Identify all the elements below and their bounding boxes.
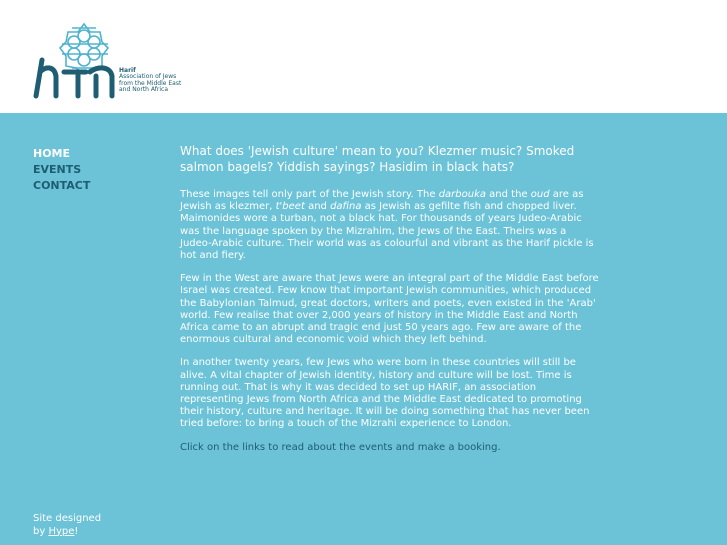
nav-events[interactable]: EVENTS (33, 163, 82, 176)
main-nav (33, 146, 90, 194)
term-darbouka: darbouka (438, 189, 486, 200)
term-tbeet: t'beet (275, 201, 305, 213)
footer (33, 513, 101, 538)
paragraph-1-text: and the (486, 189, 531, 200)
paragraph-1 (180, 189, 600, 262)
harif-logo[interactable] (32, 14, 192, 104)
logo-name: Harif (119, 67, 136, 74)
paragraph-1-text: as Jewish as gefilte fish and chopped liver. Maimonides wore a turban, not a black hat. For thousands of years Judeo-Arabic was the language spoken by the Mizrahim, the Jews of the East. Theirs was a Judeo-Arabic culture. Their world was as colourful and vibrant as the Harif pickle is hot and fiery. (180, 201, 594, 262)
logo-caption (119, 68, 181, 94)
content (180, 144, 600, 454)
nav-home[interactable]: HOME (33, 147, 71, 160)
paragraph-2: Few in the West are aware that Jews were an integral part of the Middle East before Israel was created. Few know that important Jewish communities, which produced the Babylonian Talmud, great doctors, writers and poets, even existed in the 'Arab' world. Few realise that over 2,000 years of history in the Middle East and North Africa came to an abrupt and tragic end just 50 years ago. Few are aware of the enormous cultural and economic void which they left behind. (180, 273, 599, 346)
header (0, 0, 727, 113)
logo-line-2: from the Middle East (119, 79, 182, 87)
term-oud: oud (530, 189, 550, 200)
paragraph-1-text: These images tell only part of the Jewish story. The (180, 189, 439, 200)
hype-link[interactable]: Hype (48, 525, 75, 537)
logo-line-3: and North Africa (119, 86, 168, 94)
logo-line-1: Association of Jews (119, 73, 177, 81)
paragraph-1-text: and (304, 201, 331, 213)
call-to-action: Click on the links to read about the events and make a booking. (180, 441, 501, 453)
nav-contact[interactable]: CONTACT (33, 179, 91, 192)
paragraph-1-text: are as Jewish as klezmer, (180, 189, 584, 213)
footer-end: ! (74, 525, 79, 537)
term-dafina: dafina (330, 201, 362, 213)
harif-emblem-icon (32, 14, 122, 104)
footer-line-1: Site designed (33, 513, 102, 524)
footer-line-2 (33, 526, 101, 539)
lead-text: What does 'Jewish culture' mean to you? Klezmer music? Smoked salmon bagels? Yiddish sayings? Hasidim in black hats? (180, 144, 575, 174)
footer-by: by (33, 525, 49, 537)
main-area (0, 113, 727, 545)
paragraph-3: In another twenty years, few Jews who were born in these countries will still be alive. A vital chapter of Jewish identity, history and culture will be lost. Time is running out. That is why it was decided to set up HARIF, an association representing Jews from North Africa and the Middle East dedicated to promoting their history, culture and heritage. It will be doing something that has never been tried before: to bring a touch of the Mizrahi experience to London. (180, 357, 590, 430)
